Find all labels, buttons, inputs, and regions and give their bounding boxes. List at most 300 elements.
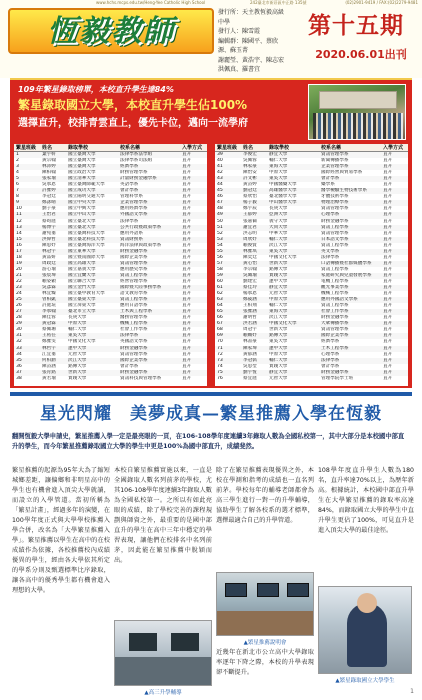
cell-class: 18 [16,254,22,260]
cell-name: 林家豪 [243,164,257,170]
cell-school: 國立屏東大學 [68,303,96,309]
cell-class: 59 [217,272,223,278]
photo-students [313,113,403,139]
header-class: 繁星班級 [217,145,238,151]
cell-method: 直升 [383,152,393,157]
cell-department: 財務金融學系 [120,345,148,351]
cell-school: 中原大學 [269,170,288,176]
cell-name: 鄭宇辰 [243,206,257,212]
cell-class: 23 [16,285,22,291]
cell-method: 直升 [182,194,192,200]
cell-department: 醫學檢驗生物技術學系 [321,188,367,194]
cell-name: 蔡佩珊 [42,327,56,333]
cell-method: 直升 [383,242,393,248]
table-header [215,144,408,152]
cell-school: 淡江大學 [269,242,288,248]
article-divider [10,392,412,396]
cell-department: 外國語文學系 [120,212,148,218]
cell-name: 謝宜君 [243,224,257,230]
cell-school: 東吳大學 [269,339,288,345]
cell-school: 東吳大學 [269,248,288,254]
cell-name: 林哲宇 [42,345,56,351]
cell-name: 楊承恩 [243,291,257,297]
cell-class: 11 [16,212,22,218]
cell-school: 國立東華大學 [68,248,96,254]
cell-name: 劉冠廷 [243,188,257,194]
cell-department: 法律學系 [120,333,139,339]
cell-department: 英國語文學系 [120,339,148,345]
photo-screen [257,583,279,597]
group-photo [308,84,406,140]
cell-school: 國立臺中教育大學 [68,291,105,297]
cell-school: 東吳大學 [269,176,288,182]
cell-department: 財務管理學系 [120,170,148,176]
cell-name: 黃心怡 [243,260,257,266]
cell-method: 直升 [383,339,393,345]
cell-method: 直升 [182,285,192,291]
cell-name: 楊博宇 [42,224,56,230]
cell-name: 張宸瑋 [42,272,56,278]
cell-department: 機械工程學系 [321,291,349,297]
cell-class: 14 [16,230,22,236]
cell-school: 逢甲大學 [68,345,87,351]
cell-method: 直升 [182,206,192,212]
cell-method: 直升 [182,369,192,375]
school-address: 242臺北市新莊區中正路 135號 [250,0,307,5]
cell-department: 企業管理學系 [120,200,148,206]
cell-class: 60 [217,278,223,284]
header-department: 校系名稱 [120,145,141,151]
cell-name: 蔡欣怡 [243,194,257,200]
cell-department: 牙體技術學系 [321,194,349,200]
cell-name: 張育銘 [42,369,56,375]
article-title: 星光閃耀 美夢成真—繁星推薦入學在恆毅 [40,404,382,424]
cell-name: 陳思妤 [42,242,56,248]
cell-department: 財務金融學系 [321,315,349,321]
cell-department: 會計學系 [120,363,139,369]
cell-department: 會計學系 [321,176,340,182]
cell-method: 直升 [383,327,393,333]
cell-class: 8 [16,194,19,200]
cell-school: 長庚大學 [68,315,87,321]
table-row [215,376,408,382]
cell-school: 輔仁大學 [269,303,288,309]
cell-class: 62 [217,291,223,297]
cell-department: 應用經濟學系 [120,206,148,212]
article-column-1: 繁星推薦的起源為95年大為了縮短城鄉差距，讓偏鄉和非明星高中的學生也有機會進入頂尖大學就讀，而設立的入學管道。當初所稱為「繁星計畫」，經過多年的演變，在100學年度正式與大學學校推薦入學合併，改名為「大學繁星推薦入學」。繁星推薦以學生在高中的在校成績作為依據，各校推薦校內成績優異的學生，經由各大學依其所定的學系分則及甄選標準比序錄取，讓各高中的優秀學生都有機會進入理想的大學。 [12,467,110,594]
cell-name: 葉宇軒 [42,152,56,157]
cell-school: 國立暨南國際大學 [68,254,105,260]
cell-name: 蔡昀庭 [42,218,56,224]
cell-department: 資訊管理學系 [120,351,148,357]
cell-name: 許雅婷 [42,188,56,194]
cell-name: 王柏翔 [243,303,257,309]
cell-method: 直升 [182,297,192,303]
masthead [0,0,422,78]
cell-class: 63 [217,297,223,303]
cell-method: 直升 [383,218,393,224]
cell-class: 47 [217,200,223,206]
cell-method: 直升 [383,278,393,284]
cell-school: 中原大學 [68,321,87,327]
cell-method: 直升 [182,170,192,176]
cell-school: 中山醫學大學 [269,200,297,206]
cell-method: 直升 [383,248,393,254]
school-phone: (02)2901-9419 / FAX:(02)2279-9481 [345,0,418,5]
cell-school: 世新大學 [269,327,288,333]
cell-school: 臺北市立大學 [68,309,96,315]
photo-desk [115,657,211,686]
cell-name: 楊子毅 [243,200,257,206]
cell-name: 王怡君 [42,212,56,218]
cell-department: 口語傳播暨社群媒體學系 [321,260,372,266]
cell-department: 管理學院學士班 [321,375,354,381]
cell-school: 國立中山大學 [68,212,96,218]
cell-school: 中華大學 [269,230,288,236]
cell-name: 黃品妍 [42,254,56,260]
cell-department: 日本語文學系 [321,236,349,242]
header-school: 錄取學校 [68,145,89,151]
cell-class: 67 [217,321,223,327]
cell-method: 直升 [383,260,393,266]
cell-class: 34 [16,351,22,357]
cell-method: 直升 [182,351,192,357]
header-method: 入學方式 [383,145,404,151]
cell-name: 周欣妤 [243,236,257,242]
cell-method: 直升 [383,188,393,194]
cell-name: 黃若瑜 [42,375,56,381]
logo-text: 恆毅教師 [47,14,175,49]
cell-method: 直升 [182,321,192,327]
cell-department: 國際企業學系 [120,357,148,363]
cell-method: 直升 [182,363,192,369]
cell-class: 49 [217,212,223,218]
cell-method: 直升 [182,272,192,278]
cell-name: 張雅涵 [243,309,257,315]
cell-method: 直升 [383,285,393,291]
cell-class: 45 [217,188,223,194]
cell-class: 22 [16,278,22,284]
cell-department: 心理學系 [321,212,340,218]
cell-name: 曾柏凱 [42,297,56,303]
cell-department: 國際暨大陸事務學系 [120,285,162,291]
cell-department: 心理學系 [321,351,340,357]
cell-school: 臺北醫學大學 [269,194,297,200]
cell-method: 直升 [383,236,393,242]
cell-name: 吳珮瑜 [243,272,257,278]
cell-method: 直升 [182,200,192,206]
cell-name: 許文彬 [243,176,257,182]
cell-method: 直升 [383,363,393,369]
cell-method: 直升 [182,248,192,254]
cell-department: 公共行政暨政策學系 [120,224,162,230]
cell-name: 周冠宇 [243,327,257,333]
cell-school: 國立中央大學 [68,200,96,206]
cell-name: 黃冠霖 [42,321,56,327]
cell-name: 王祐任 [42,333,56,339]
cell-school: 中國醫藥大學 [269,182,297,188]
cell-school: 銘傳大學 [269,333,288,339]
cell-department: 會計學系 [321,363,340,369]
cell-department: 資訊工程學系 [120,297,148,303]
cell-department: 英文學系 [321,248,340,254]
cell-department: 應用歷史學系 [120,266,148,272]
editors-3: 洪佩真、羅書宜 [218,66,261,73]
cell-department: 英語學系 [120,182,139,188]
cell-name: 陳詩涵 [42,363,56,369]
cell-method: 直升 [383,212,393,218]
cell-method: 直升 [182,212,192,218]
cell-class: 66 [217,315,223,321]
issue-date: 2020.06.01出刊 [315,48,407,61]
cell-department: 國際企業學系 [120,254,148,260]
cell-name: 黃詩婷 [243,182,257,188]
cell-name: 謝宛蓁 [42,230,56,236]
admission-table-left [10,142,211,388]
photo-caption-2: ▲高三升學輔導 [144,690,182,696]
cell-class: 15 [16,236,22,242]
cell-method: 直升 [383,345,393,351]
cell-school: 國立臺北大學 [68,224,96,230]
cell-class: 1 [16,152,19,157]
cell-department: 資訊管理學系 [321,206,349,212]
cell-class: 44 [217,182,223,188]
cell-school: 國立中興大學 [68,206,96,212]
cell-method: 直升 [383,254,393,260]
cell-class: 73 [217,357,223,363]
cell-name: 林冠宇 [42,248,56,254]
cell-method: 直升 [182,188,192,194]
cell-school: 國立陽明交通大學 [68,194,105,200]
cell-class: 3 [16,164,19,170]
photo-desk [217,611,313,636]
cell-class: 36 [16,363,22,369]
editors: 編輯群：陳國平、蔡欣源、蘇玉菁 [218,37,279,54]
cell-class: 40 [217,158,223,164]
cell-name: 林沛婷 [42,164,56,170]
cell-school: 世新大學 [269,260,288,266]
cell-method: 直升 [383,321,393,327]
cell-class: 19 [16,260,22,266]
owner: 發行人：陳雪霞 [218,28,261,35]
cell-department: 醫務管理學系 [120,315,148,321]
cell-department: 企業管理學系 [321,164,349,170]
cell-department: 語文教育學系 [120,291,148,297]
cell-school: 中國文化大學 [68,339,96,345]
cell-method: 直升 [182,375,192,381]
cell-class: 9 [16,200,19,206]
cell-department: 計量財務金融學系 [120,176,157,182]
cell-method: 直升 [182,291,192,297]
cell-name: 陳怡安 [243,170,257,176]
cell-school: 國立清華大學 [68,176,96,182]
table-row [14,376,207,382]
cell-school: 中國文化大學 [269,254,297,260]
cell-department: 資訊管理學系 [321,230,349,236]
cell-method: 直升 [182,152,192,157]
cell-school: 國立政治大學 [68,170,96,176]
cell-method: 直升 [383,375,393,381]
cell-school: 國立臺東大學 [68,297,96,303]
cell-name: 謝明哲 [243,315,257,321]
photo-caption-3: ▲繁星錄取國立大學學生 [335,678,395,684]
issue-number: 第十五期 [308,12,404,39]
cell-school: 國立聯合大學 [68,278,96,284]
cell-school: 國立成功大學 [68,188,96,194]
cell-department: 法律學系 [321,254,340,260]
cell-class: 68 [217,327,223,333]
cell-school: 中原大學 [269,297,288,303]
article-column-4: 108學年度直升學生人數為180名，直升率達70%以上，為歷年新高。根據統計，本校國中部直升學生在大學繁星推薦的錄取率高達84%，而錄取國立大學的學生中直升學生更佔了100%，可見直升是進入頂尖大學的最佳途徑。 [318,467,414,534]
cell-department: 法律學系司法組 [120,158,153,164]
cell-school: 淡江大學 [269,315,288,321]
header-method: 入學方式 [182,145,203,151]
cell-method: 直升 [383,170,393,176]
header-department: 校系名稱 [321,145,342,151]
cell-department: 法律學系 [120,218,139,224]
cell-school: 國立高雄大學 [68,260,96,266]
header-name: 姓名 [243,145,254,151]
cell-department: 資訊工程學系 [321,303,349,309]
cell-school: 逢甲大學 [269,345,288,351]
cell-method: 直升 [383,297,393,303]
cell-class: 51 [217,224,223,230]
cell-department: 電機工程學系 [321,278,349,284]
cell-name: 游心瑜 [42,266,56,272]
cell-name: 周政廷 [42,260,56,266]
cell-school: 元智大學 [68,351,87,357]
cell-name: 洪若涵 [243,321,257,327]
cell-department: 社會工作學系 [120,327,148,333]
cell-method: 直升 [383,369,393,375]
cell-method: 直升 [383,230,393,236]
cell-school: 國立臺北大學 [68,218,96,224]
cell-class: 12 [16,218,22,224]
cell-method: 直升 [383,158,393,164]
cell-name: 李宗翰 [243,266,257,272]
header-name: 姓名 [42,145,53,151]
banner-kicker: 109年繁星錄取榜單，本校直升學生達84% [18,85,174,94]
cell-method: 直升 [182,315,192,321]
cell-school: 銘傳大學 [68,363,87,369]
cell-class: 71 [217,345,223,351]
cell-name: 吳佩蓉 [243,158,257,164]
cell-method: 直升 [383,303,393,309]
cell-name: 林書豪 [243,339,257,345]
cell-school: 靜宜大學 [269,369,288,375]
cell-class: 41 [217,164,223,170]
cell-school: 靜宜大學 [269,285,288,291]
cell-school: 國立臺灣海洋大學 [68,242,105,248]
cell-class: 50 [217,218,223,224]
cell-department: 資訊工程學系 [321,242,349,248]
cell-name: 張嘉倫 [243,218,257,224]
cell-class: 74 [217,363,223,369]
cell-method: 直升 [383,206,393,212]
cell-department: 應用外語系 [120,230,143,236]
banner-subheadline: 選擇直升，校排青雲直上，優先卡位，邁向一流學府 [18,118,248,129]
cell-class: 6 [16,182,19,188]
cell-method: 直升 [383,333,393,339]
cell-class: 75 [217,369,223,375]
cell-department: 資訊科技與管理學系 [120,375,162,381]
cell-name: 蔡佳玲 [243,285,257,291]
cell-method: 直升 [383,315,393,321]
cell-school: 輔仁大學 [269,158,288,164]
cell-name: 鄭筱涵 [243,297,257,303]
cell-school: 輔仁大學 [269,357,288,363]
cell-department: 財務金融學系 [321,218,349,224]
cell-method: 直升 [383,266,393,272]
school-website: www.hchs.mcps.edu.tw/Heng-Yee Catholic High School [96,0,206,5]
cell-class: 52 [217,230,223,236]
photo-screen [287,583,309,597]
cell-department: 家庭研究與兒童發展學系 [321,272,372,278]
cell-school: 銘傳大學 [269,266,288,272]
cell-department: 海洋法律與政策學系 [120,242,162,248]
cell-name: 賴姿穎 [42,278,56,284]
cell-school: 輔仁大學 [68,327,87,333]
admission-table-right [211,142,412,388]
cell-school: 元智大學 [269,375,288,381]
cell-department: 觀光事業學系 [321,285,349,291]
cell-department: 財務金融學系 [120,369,148,375]
cell-name: 黃郁涵 [243,351,257,357]
cell-class: 76 [217,375,223,381]
cell-class: 72 [217,351,223,357]
cell-method: 直升 [182,254,192,260]
cell-name: 蔡宜庭 [243,375,257,381]
cell-department: 土木與工程學系 [120,309,153,315]
cell-class: 42 [217,170,223,176]
cell-name: 鄭詠晴 [42,200,56,206]
photo-screen [225,583,247,597]
cell-name: 李冠儒 [243,357,257,363]
cell-department: 法律學系法學組 [120,152,153,157]
cell-name: 何柏勳 [42,357,56,363]
cell-name: 張家瑜 [42,176,56,182]
cell-department: 應用外國語文學系 [321,297,358,303]
cell-class: 25 [16,297,22,303]
article-column-3-continued: 近幾年在新北市公立高中大學錄取率逐年下降之際，本校的升學表現卻不斷提升。 [216,649,314,676]
newspaper-logo [8,8,214,54]
cell-school: 國立臺北科技大學 [68,236,105,242]
cell-name: 李承翰 [42,309,56,315]
cell-class: 31 [16,333,22,339]
cell-method: 直升 [182,339,192,345]
cell-method: 直升 [182,158,192,164]
cell-department: 管理科學系 [120,194,143,200]
cell-department: 新聞傳播學系 [321,158,349,164]
photo-screen [129,633,157,651]
cell-department: 土木工程學系 [321,345,349,351]
cell-method: 直升 [182,333,192,339]
cell-school: 國立臺灣大學 [68,158,96,164]
cell-name: 李冠廷 [42,194,56,200]
cell-name: 陳家瑋 [243,345,257,351]
cell-method: 直升 [182,236,192,242]
publisher-info [218,8,288,75]
cell-class: 65 [217,309,223,315]
cell-class: 58 [217,266,223,272]
cell-department: 會計學系 [120,188,139,194]
cell-department: 資訊管理學系 [321,327,349,333]
cell-school: 中原大學 [269,351,288,357]
cell-name: 林雅琪 [243,248,257,254]
cell-class: 28 [16,315,22,321]
cell-name: 鄭雅雯 [42,339,56,345]
cell-name: 林宜臻 [42,291,56,297]
